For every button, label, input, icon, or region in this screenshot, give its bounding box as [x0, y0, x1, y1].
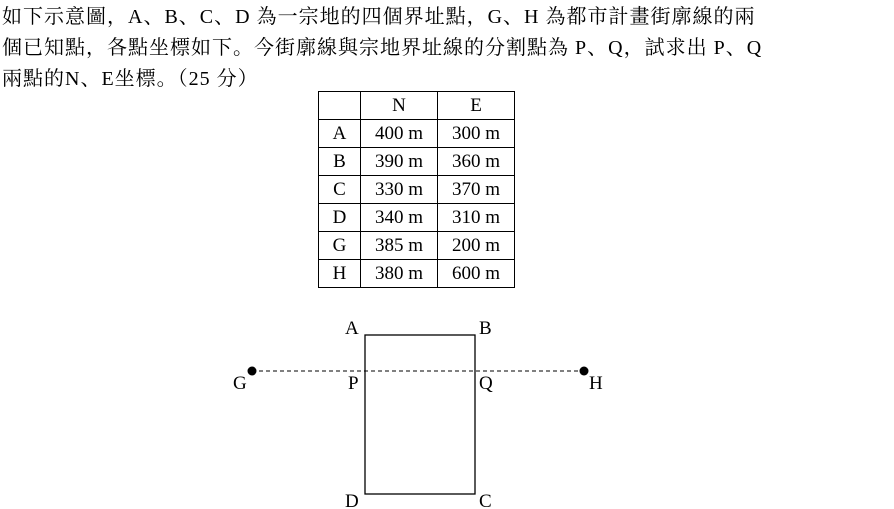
table-header-e: E	[438, 92, 515, 120]
point-e: 300 m	[438, 120, 515, 148]
point-name: C	[319, 176, 361, 204]
point-n: 385 m	[361, 232, 438, 260]
question-line-3: 兩點的N、E坐標。（25 分）	[2, 68, 259, 90]
point-n: 380 m	[361, 260, 438, 288]
table-header-n: N	[361, 92, 438, 120]
point-e: 360 m	[438, 148, 515, 176]
point-e: 600 m	[438, 260, 515, 288]
label-c: C	[479, 491, 492, 509]
point-n: 340 m	[361, 204, 438, 232]
point-name: A	[319, 120, 361, 148]
point-n: 400 m	[361, 120, 438, 148]
label-p: P	[348, 373, 359, 394]
label-g: G	[233, 373, 247, 394]
label-q: Q	[479, 373, 493, 394]
point-e: 370 m	[438, 176, 515, 204]
point-name: B	[319, 148, 361, 176]
point-n: 390 m	[361, 148, 438, 176]
point-h-marker	[580, 367, 589, 376]
point-n: 330 m	[361, 176, 438, 204]
point-e: 310 m	[438, 204, 515, 232]
label-b: B	[479, 318, 492, 339]
point-e: 200 m	[438, 232, 515, 260]
point-name: D	[319, 204, 361, 232]
question-line-2: 個已知點，各點坐標如下。今街廓線與宗地界址線的分割點為 P、Q，試求出 P、Q	[2, 37, 763, 59]
point-g-marker	[248, 367, 257, 376]
label-h: H	[589, 373, 603, 394]
parcel-rectangle	[365, 335, 475, 494]
label-d: D	[345, 491, 359, 509]
point-name: G	[319, 232, 361, 260]
question-line-1: 如下示意圖，A、B、C、D 為一宗地的四個界址點，G、H 為都市計畫街廓線的兩	[2, 6, 756, 28]
point-name: H	[319, 260, 361, 288]
label-a: A	[345, 318, 359, 339]
